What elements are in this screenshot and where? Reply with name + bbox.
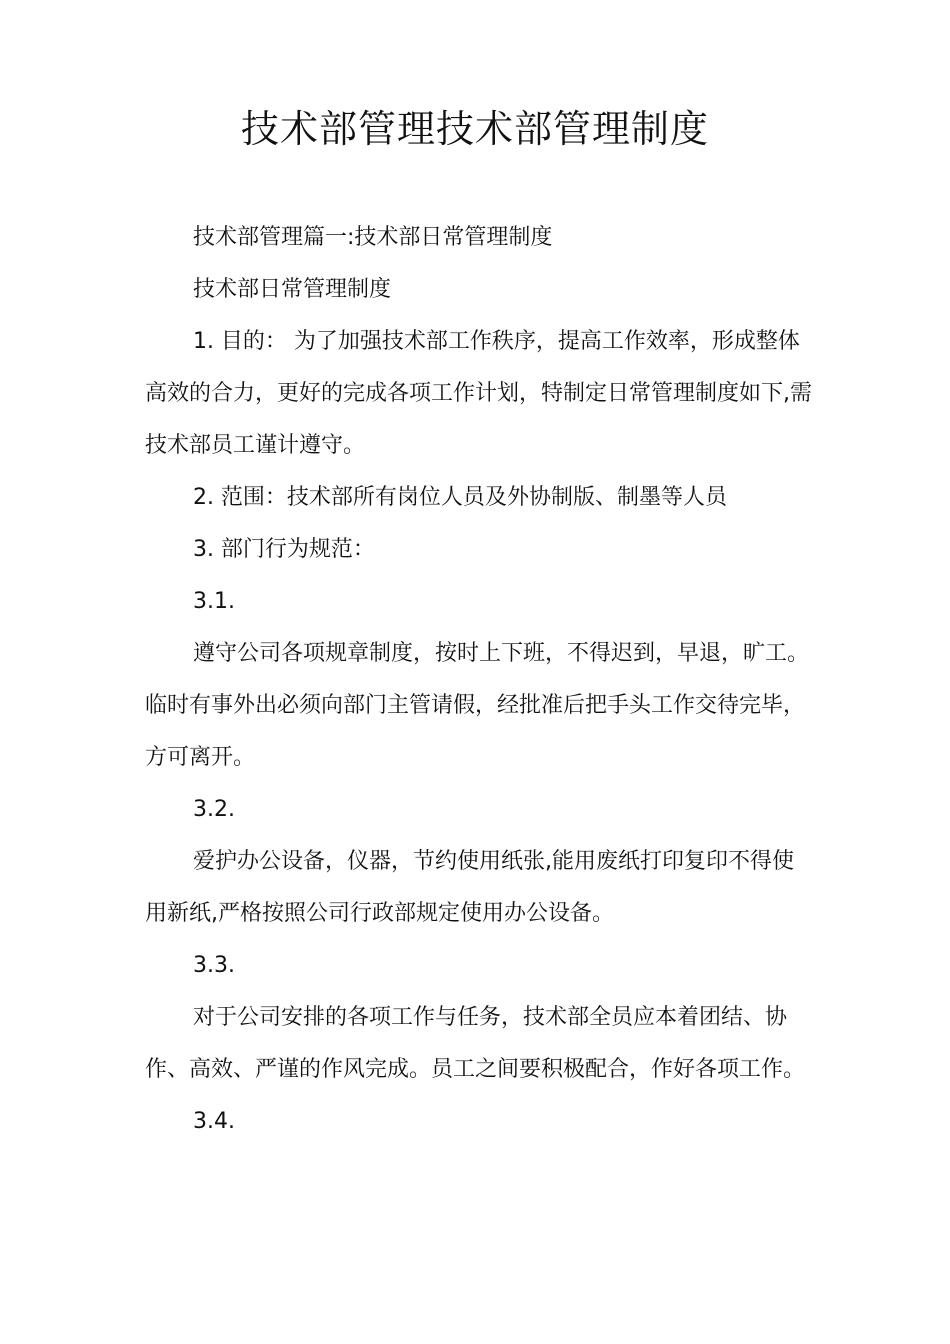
section-number-3-1: 3.1.	[192, 589, 235, 614]
paragraph-equipment: 爱护办公设备，仪器，节约使用纸张,能用废纸打印复印不得使用新纸,严格按照公司行政部规定使用办公设备。	[145, 849, 794, 926]
section-number-3-4: 3.4.	[192, 1109, 235, 1134]
paragraph-conduct-heading: 3. 部门行为规范：	[192, 537, 375, 562]
document-body	[145, 212, 815, 1148]
section-number-3-3: 3.3.	[192, 953, 235, 978]
paragraph-attendance: 遵守公司各项规章制度，按时上下班，不得迟到，早退，旷工。临时有事外出必须向部门主管请假，经批准后把手头工作交待完毕，方可离开。	[145, 641, 809, 770]
paragraph-heading: 技术部管理篇一:技术部日常管理制度	[192, 225, 553, 250]
document-title: 技术部管理技术部管理制度	[240, 107, 709, 151]
paragraph-scope: 2. 范围：技术部所有岗位人员及外协制版、制墨等人员	[192, 485, 727, 510]
section-number-3-2: 3.2.	[192, 797, 235, 822]
paragraph-subheading: 技术部日常管理制度	[192, 277, 391, 302]
paragraph-teamwork: 对于公司安排的各项工作与任务，技术部全员应本着团结、协作、高效、严谨的作风完成。员工之间要积极配合，作好各项工作。	[145, 1005, 806, 1082]
paragraph-purpose: 1. 目的： 为了加强技术部工作秩序，提高工作效率，形成整体高效的合力，更好的完成各项工作计划，特制定日常管理制度如下,需技术部员工谨计遵守。	[145, 329, 812, 458]
